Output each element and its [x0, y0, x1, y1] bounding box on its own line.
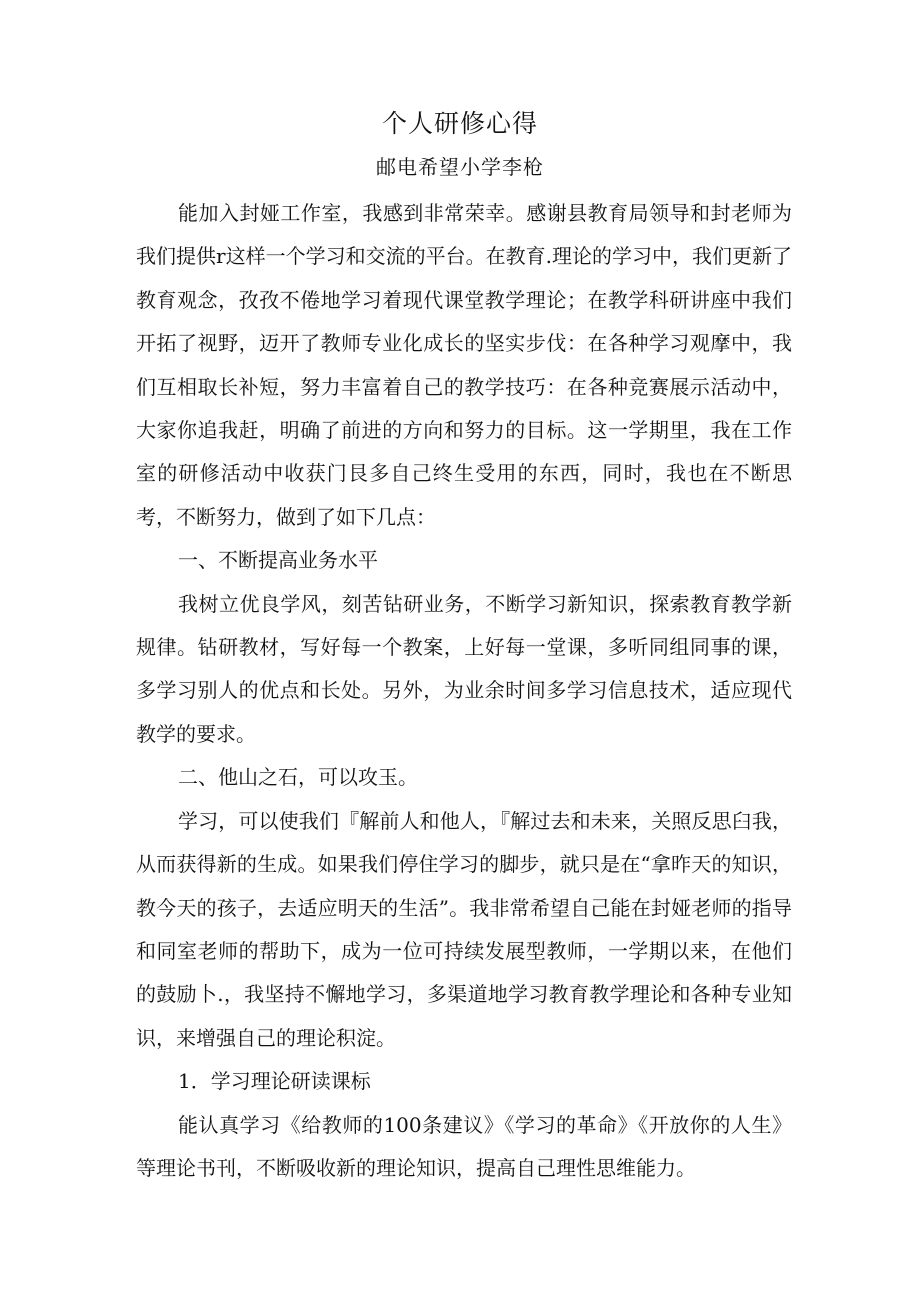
document-author: 邮电希望小学李枪: [376, 155, 544, 179]
paragraph-section-1: 我树立优良学风，刻苦钻研业务，不断学习新知识，探索教育教学新规律。钻研教材，写好每一个教案，上好每一堂课，多听同组同事的课，多学习别人的优点和长处。另外，为业余时间多学习信息技术，适应现代教学的要求。: [136, 591, 792, 746]
subsection-heading-1: 1．学习理论研读课标: [178, 1069, 371, 1094]
paragraph-intro: 能加入封娅工作室，我感到非常荣幸。感谢县教育局领导和封老师为我们提供r这样一个学习和交流的平台。在教育.理论的学习中，我们更新了教育观念，孜孜不倦地学习着现代课堂教学理论；在教学科研讲座中我们开拓了视野，迈开了教师专业化成长的坚实步伐：在各种学习观摩中，我们互相取长补短，努力丰富着自己的教学技巧：在各种竞赛展示活动中，大家你追我赶，明确了前进的方向和努力的目标。这一学期里，我在工作室的研修活动中收获门艮多自己终生受用的东西，同时，我也在不断思考，不断努力，做到了如下几点：: [136, 201, 792, 529]
section-heading-2: 二、他山之石，可以攻玉。: [178, 765, 418, 790]
document-body: [136, 192, 792, 1190]
paragraph-section-2: 学习，可以使我们『解前人和他人，『解过去和未来，关照反思臼我，从而获得新的生成。如果我们停住学习的脚步，就只是在“拿昨天的知识，教今天的孩子，去适应明天的生活”。我非常希望自己能在封娅老师的指导和同室老师的帮助下，成为一位可持续发展型教师，一学期以来，在他们的鼓励卜.，我坚持不懈地学习，多渠道地学习教育教学理论和各种专业知识，来增强自己的理论积淀。: [136, 808, 792, 1050]
document-title: 个人研修心得: [381, 109, 538, 138]
paragraph-subsection-1: 能认真学习《给教师的100条建议》《学习的革命》《开放你的人生》等理论书刊，不断吸收新的理论知识，提高自己理性思维能力。: [136, 1112, 792, 1180]
section-heading-1: 一、不断提高业务水平: [178, 548, 378, 573]
